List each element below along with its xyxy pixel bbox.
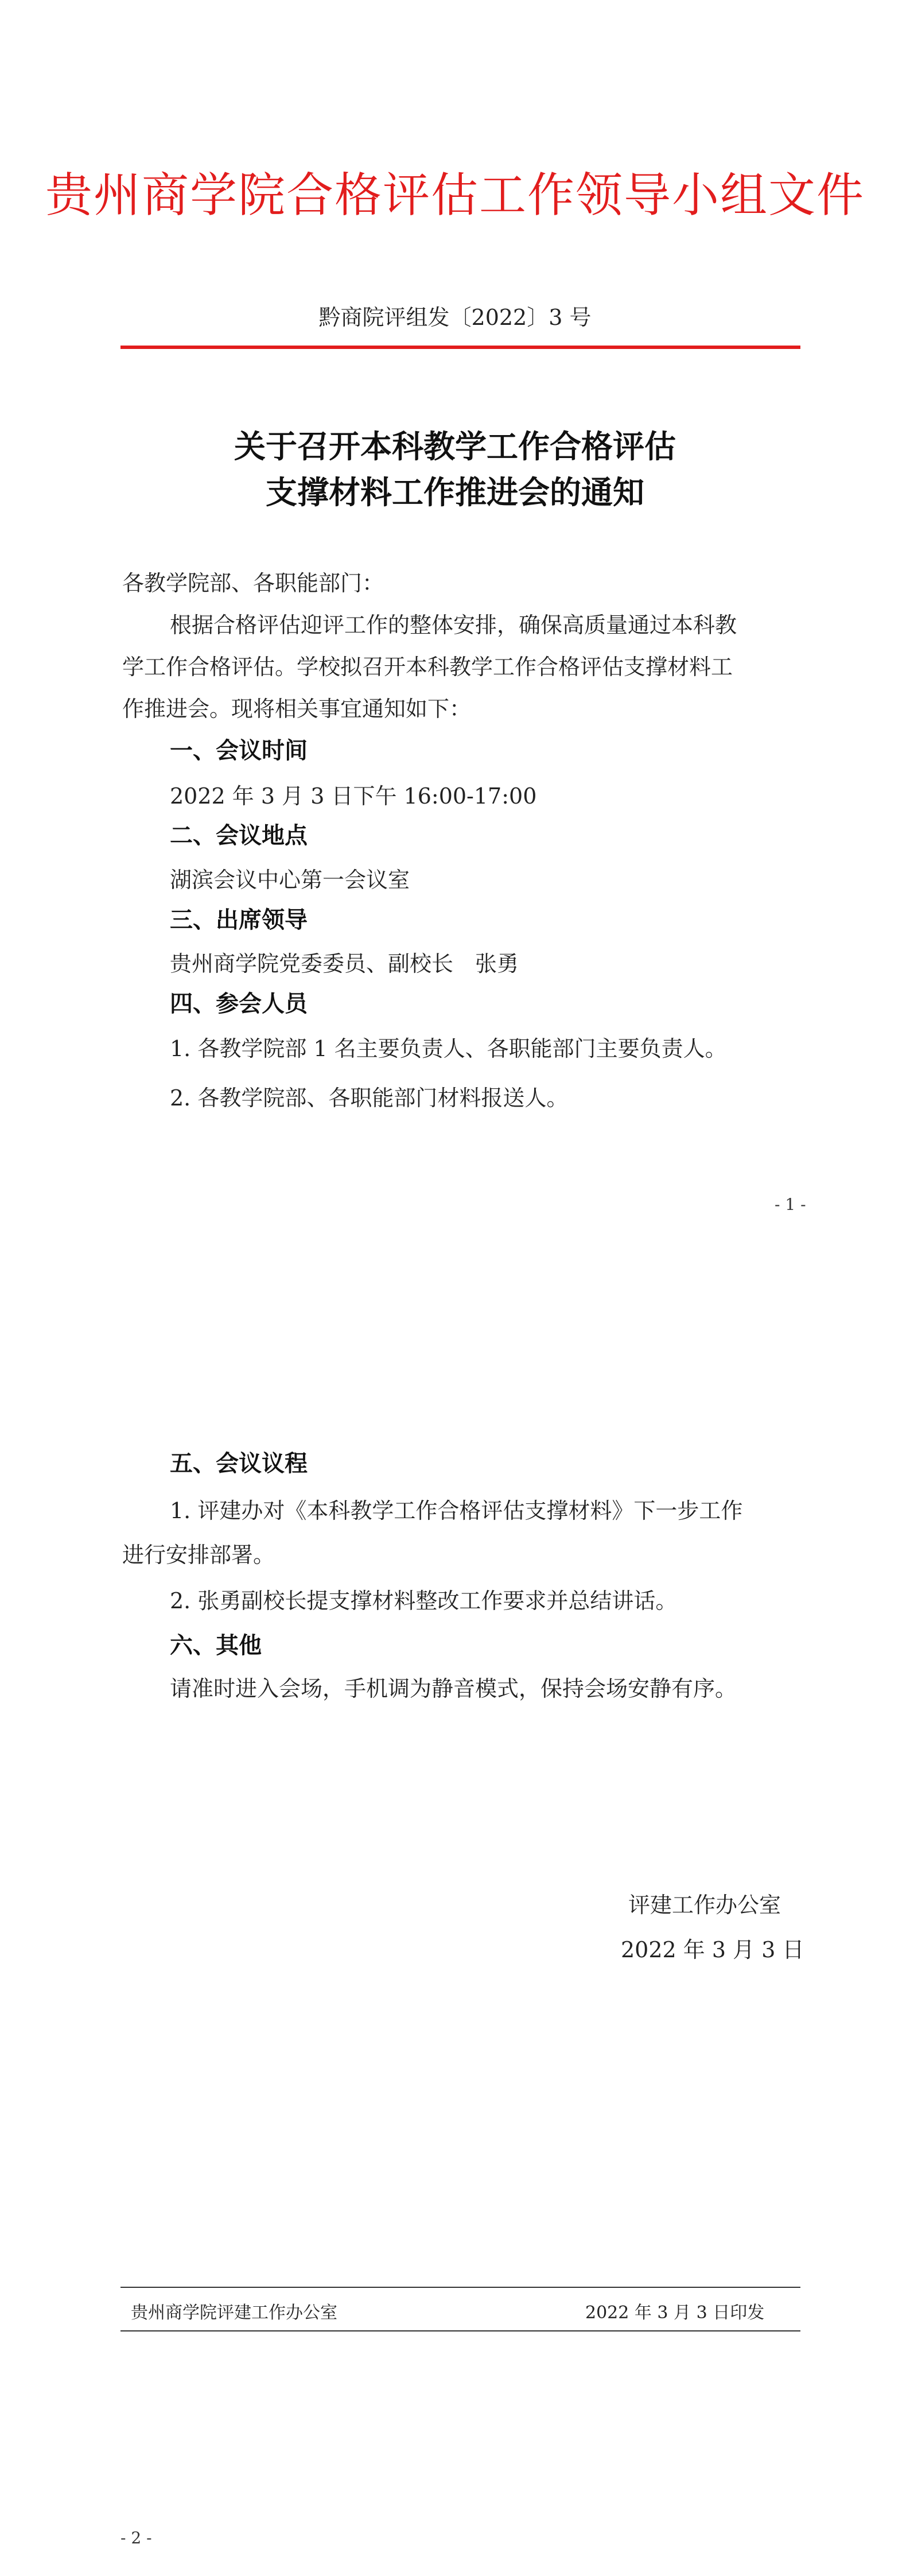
signature-date: 2022 年 3 月 3 日: [621, 1937, 804, 1962]
salutation: 各教学院部、各职能部门：: [122, 571, 384, 596]
intro-paragraph-line3: 作推进会。现将相关事宜通知如下：: [122, 696, 472, 721]
footer-issuer: 贵州商学院评建工作办公室: [131, 2303, 337, 2323]
footer-top-rule: [120, 2287, 800, 2288]
page-number-1: - 1 -: [775, 1195, 806, 1214]
section-heading-meeting-time: 一、会议时间: [170, 738, 308, 764]
other-text: 请准时进入会场，手机调为静音模式，保持会场安静有序。: [170, 1676, 737, 1701]
section-heading-participants: 四、参会人员: [170, 991, 308, 1017]
meeting-location-text: 湖滨会议中心第一会议室: [170, 867, 410, 893]
participants-item-2: 2. 各教学院部、各职能部门材料报送人。: [170, 1085, 569, 1111]
agenda-item-1-line2: 进行安排部署。: [122, 1542, 275, 1568]
notice-title-line1: 关于召开本科教学工作合格评估: [234, 428, 676, 465]
red-divider-line: [120, 346, 800, 349]
agenda-item-1-line1: 1. 评建办对《本科教学工作合格评估支撑材料》下一步工作: [170, 1498, 743, 1523]
document-masthead: 贵州商学院合格评估工作领导小组文件: [45, 168, 865, 223]
participants-item-1: 1. 各教学院部 1 名主要负责人、各职能部门主要负责人。: [170, 1036, 727, 1061]
document-number: 黔商院评组发〔2022〕3 号: [318, 305, 592, 330]
footer-print-date: 2022 年 3 月 3 日印发: [585, 2303, 765, 2323]
attending-leader-text: 贵州商学院党委委员、副校长 张勇: [170, 951, 519, 976]
signature-office: 评建工作办公室: [628, 1892, 781, 1918]
section-heading-meeting-location: 二、会议地点: [170, 823, 308, 849]
meeting-time-text: 2022 年 3 月 3 日下午 16:00-17:00: [170, 783, 537, 809]
section-heading-attending-leader: 三、出席领导: [170, 907, 308, 933]
section-heading-other: 六、其他: [170, 1632, 262, 1659]
intro-paragraph-line2: 学工作合格评估。学校拟召开本科教学工作合格评估支撑材料工: [122, 654, 733, 680]
section-heading-agenda: 五、会议议程: [170, 1450, 308, 1477]
agenda-item-2: 2. 张勇副校长提支撑材料整改工作要求并总结讲话。: [170, 1588, 678, 1613]
footer-bottom-rule: [120, 2330, 800, 2331]
notice-title-line2: 支撑材料工作推进会的通知: [265, 474, 644, 511]
page-number-2: - 2 -: [120, 2528, 152, 2547]
intro-paragraph-line1: 根据合格评估迎评工作的整体安排，确保高质量通过本科教: [170, 612, 737, 638]
